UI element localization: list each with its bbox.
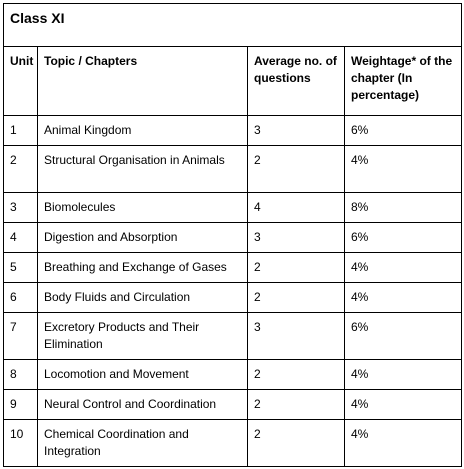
- cell-weight: 4%: [345, 146, 462, 193]
- cell-avg: 2: [248, 390, 345, 420]
- table-row: [4, 193, 462, 223]
- cell-topic: Chemical Coordination and Integration: [38, 420, 248, 467]
- cell-weight: 6%: [345, 116, 462, 146]
- header-avg-questions: Average no. of questions: [248, 47, 345, 116]
- cell-weight: 4%: [345, 253, 462, 283]
- cell-avg: 2: [248, 420, 345, 467]
- cell-weight: 4%: [345, 420, 462, 467]
- cell-unit: 10: [4, 420, 38, 467]
- cell-weight: 8%: [345, 193, 462, 223]
- cell-topic: Neural Control and Coordination: [38, 390, 248, 420]
- cell-unit: 7: [4, 313, 38, 360]
- cell-unit: 8: [4, 360, 38, 390]
- header-unit: Unit: [4, 47, 38, 116]
- table-row: [4, 360, 462, 390]
- cell-unit: 2: [4, 146, 38, 193]
- table-row: [4, 116, 462, 146]
- table-row: [4, 283, 462, 313]
- cell-avg: 3: [248, 116, 345, 146]
- syllabus-table: [3, 3, 462, 467]
- header-row: [4, 47, 462, 116]
- cell-unit: 5: [4, 253, 38, 283]
- header-weightage: Weightage* of the chapter (In percentage): [345, 47, 462, 116]
- table-title-row: [4, 4, 462, 47]
- cell-topic: Structural Organisation in Animals: [38, 146, 248, 193]
- cell-topic: Locomotion and Movement: [38, 360, 248, 390]
- cell-topic: Animal Kingdom: [38, 116, 248, 146]
- cell-topic: Breathing and Exchange of Gases: [38, 253, 248, 283]
- cell-weight: 4%: [345, 390, 462, 420]
- cell-avg: 4: [248, 193, 345, 223]
- cell-unit: 6: [4, 283, 38, 313]
- table-row: [4, 223, 462, 253]
- cell-avg: 3: [248, 223, 345, 253]
- cell-unit: 4: [4, 223, 38, 253]
- table-row: [4, 253, 462, 283]
- cell-topic: Excretory Products and Their Elimination: [38, 313, 248, 360]
- cell-avg: 2: [248, 283, 345, 313]
- table-row: [4, 420, 462, 467]
- table-row: [4, 146, 462, 193]
- cell-avg: 2: [248, 253, 345, 283]
- cell-avg: 3: [248, 313, 345, 360]
- table-row: [4, 313, 462, 360]
- cell-weight: 4%: [345, 360, 462, 390]
- table-row: [4, 390, 462, 420]
- table-title: Class XI: [4, 4, 462, 47]
- cell-weight: 6%: [345, 313, 462, 360]
- cell-weight: 6%: [345, 223, 462, 253]
- cell-avg: 2: [248, 146, 345, 193]
- cell-topic: Body Fluids and Circulation: [38, 283, 248, 313]
- cell-topic: Biomolecules: [38, 193, 248, 223]
- cell-weight: 4%: [345, 283, 462, 313]
- cell-topic: Digestion and Absorption: [38, 223, 248, 253]
- cell-unit: 9: [4, 390, 38, 420]
- cell-unit: 1: [4, 116, 38, 146]
- cell-unit: 3: [4, 193, 38, 223]
- cell-avg: 2: [248, 360, 345, 390]
- header-topic: Topic / Chapters: [38, 47, 248, 116]
